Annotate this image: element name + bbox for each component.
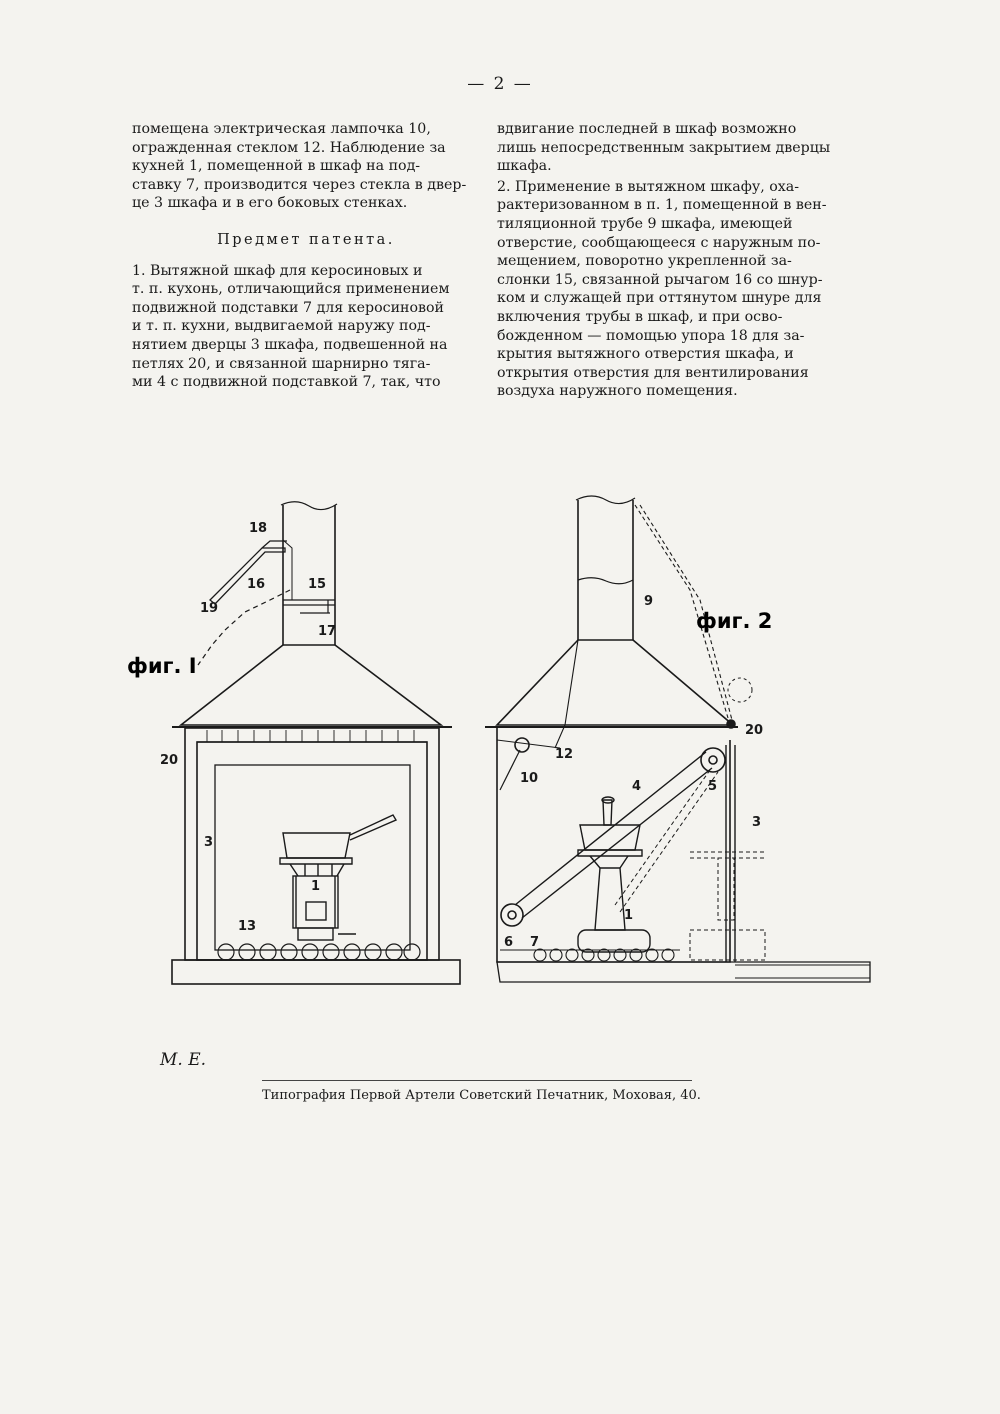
fig2-num-6: 6 <box>504 935 514 950</box>
fig2-num-1: 1 <box>624 908 634 923</box>
fig2-stove <box>578 797 650 952</box>
fig1-lever <box>210 548 285 604</box>
claim-line: божденном — помощью упора 18 для за- <box>497 327 805 344</box>
claim-line: нятием дверцы 3 шкафа, подвешенной на <box>132 336 448 353</box>
fig1-num-17: 17 <box>318 624 337 639</box>
fig1-cabinet <box>185 728 439 960</box>
fig1-num-15: 15 <box>308 577 327 592</box>
claim-line: 2. Применение в вытяжном шкафу, оха- <box>497 178 800 195</box>
divider <box>262 1080 692 1081</box>
figure-2-label: фиг. 2 <box>696 609 773 633</box>
figure-1-label: фиг. I <box>127 654 197 678</box>
fig2-pulley <box>701 748 725 772</box>
claim-line: ком и служащей при оттянутом шнуре для <box>497 290 822 307</box>
text-line: шкафа. <box>497 158 552 175</box>
claim-line: 1. Вытяжной шкаф для керосиновых и <box>132 262 423 279</box>
section-heading: Предмет патента. <box>217 231 395 248</box>
claim-line: тиляционной трубе 9 шкафа, имеющей <box>497 215 793 232</box>
fig2-rollers <box>534 949 674 961</box>
fig1-num-16: 16 <box>247 577 266 592</box>
claim-line: открытия отверстия для вентилирования <box>497 364 809 381</box>
claim-line: отверстие, сообщающееся с наружным по- <box>497 234 821 251</box>
figure-2-numbers <box>504 594 763 950</box>
fig2-num-4: 4 <box>632 779 642 794</box>
fig2-num-10: 10 <box>520 771 539 786</box>
page-number: — 2 — <box>467 74 533 94</box>
fig2-chimney <box>578 500 633 640</box>
fig1-num-3: 3 <box>204 835 214 850</box>
figure-1-drawing <box>172 502 460 984</box>
claim-line: крытия вытяжного отверстия шкафа, и <box>497 346 794 363</box>
claim-line: ми 4 с подвижной подставкой 7, так, что <box>132 374 441 391</box>
fig2-num-20: 20 <box>745 723 764 738</box>
fig1-rollers <box>218 944 420 960</box>
claim-line: включения трубы в шкаф, и при осво- <box>497 308 783 325</box>
fig2-lower-pulley <box>501 904 523 926</box>
fig1-door <box>197 742 427 960</box>
claim-line: слонки 15, связанной рычагом 16 со шнур- <box>497 271 823 288</box>
fig2-num-7: 7 <box>530 935 540 950</box>
fig1-num-19: 19 <box>200 601 219 616</box>
fig2-hood <box>497 640 733 725</box>
claim-line: мещением, поворотно укрепленной за- <box>497 253 792 270</box>
claim-line: и т. п. кухни, выдвигаемой наружу под- <box>132 318 431 335</box>
fig1-base <box>172 960 460 984</box>
fig1-hood <box>181 645 441 725</box>
initials: М. Е. <box>160 1050 207 1070</box>
claim-line: воздуха наружного помещения. <box>497 383 738 400</box>
fig1-num-18: 18 <box>249 521 268 536</box>
text-line: лишь непосредственным закрытием дверцы <box>497 139 831 156</box>
fig2-num-12: 12 <box>555 747 574 762</box>
fig2-num-5: 5 <box>708 779 718 794</box>
fig1-num-13: 13 <box>238 919 257 934</box>
text-line: ставку 7, производится через стекла в двер- <box>132 176 467 193</box>
text-line: вдвигание последней в шкаф возможно <box>497 121 797 137</box>
text-line: кухней 1, помещенной в шкаф на под- <box>132 158 421 175</box>
fig1-num-1: 1 <box>311 879 321 894</box>
fig2-rod <box>515 752 712 918</box>
figure-2-drawing <box>485 496 870 982</box>
printer-imprint: Типография Первой Артели Советский Печатник, Моховая, 40. <box>262 1088 701 1103</box>
fig2-num-3: 3 <box>752 815 762 830</box>
fig1-stove <box>280 815 396 940</box>
claim-line: подвижной подставки 7 для керосиновой <box>132 299 445 316</box>
claim-line: рактеризованном в п. 1, помещенной в вен- <box>497 197 827 214</box>
fig2-num-9: 9 <box>644 594 654 609</box>
fig1-num-20: 20 <box>160 753 179 768</box>
claim-line: т. п. кухонь, отличающийся применением <box>132 281 450 298</box>
text-line: огражденная стеклом 12. Наблюдение за <box>132 139 446 156</box>
fig2-cabinet <box>497 727 730 962</box>
text-line: це 3 шкафа и в его боковых стенках. <box>132 195 408 212</box>
claim-line: петлях 20, и связанной шарнирно тяга- <box>132 355 431 372</box>
text-line: помещена электрическая лампочка 10, <box>132 121 431 137</box>
fig2-lamp <box>515 738 529 752</box>
